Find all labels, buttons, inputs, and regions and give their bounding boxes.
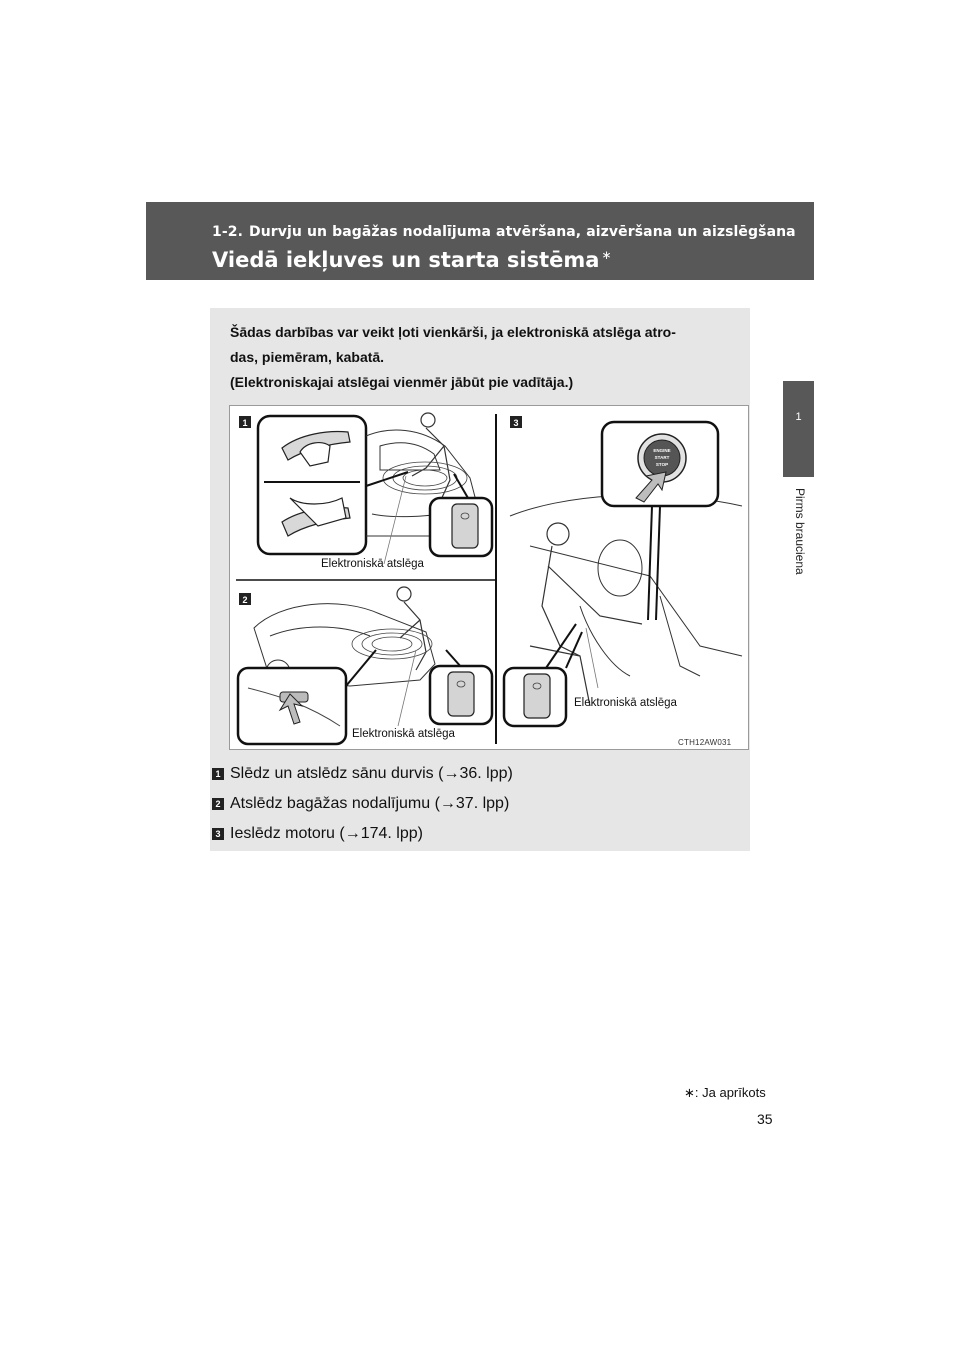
chapter-number: 1: [795, 411, 802, 423]
intro-line-1: Šādas darbības var veikt ļoti vienkārši, ja elektroniskā atslēga atro-: [230, 324, 676, 340]
start-button-text-1: ENGINE: [653, 448, 671, 453]
item-text: Ieslēdz motoru (→174. lpp): [230, 825, 423, 842]
intro-line-3: (Elektroniskajai atslēgai vienmēr jābūt pie vadītāja.): [230, 374, 574, 390]
person-1-drawing: [412, 413, 450, 502]
door-handle-inset: [258, 416, 366, 554]
footnote: ∗: Ja aprīkots: [684, 1085, 766, 1100]
key-leader-3: [586, 628, 598, 688]
item-marker: 3: [212, 828, 224, 840]
key-fob-inset-2: [430, 666, 492, 724]
page-title: [212, 248, 612, 272]
item-marker: 2: [212, 798, 224, 810]
item-text: Slēdz un atslēdz sānu durvis (→36. lpp): [230, 765, 513, 782]
signal-waves-2: [352, 629, 432, 659]
intro-line-2: das, piemēram, kabatā.: [230, 349, 385, 365]
illustration: [229, 405, 749, 750]
section-title: Durvju un bagāžas nodalījuma atvēršana, aizvēršana un aizslēgšana: [249, 224, 796, 240]
key-leader-2: [398, 650, 416, 726]
start-button-text-3: STOP: [655, 462, 669, 467]
list-item: [212, 819, 513, 849]
key-label-1: Elektroniskā atslēga: [321, 558, 424, 570]
section-number: 1-2.: [212, 224, 244, 240]
start-button-text-2: START: [654, 455, 670, 460]
signal-waves-1: [383, 462, 467, 494]
key-label-3: Elektroniskā atslēga: [574, 697, 677, 709]
figure-code: CTH12AW031: [678, 738, 732, 747]
key-fob-inset-1: [430, 498, 492, 556]
panel-marker-1: 1: [242, 418, 248, 428]
trunk-button-inset: [238, 668, 346, 744]
panel-marker-3: 3: [513, 418, 519, 428]
intro-text: [230, 320, 730, 395]
start-button-inset: [602, 422, 718, 506]
panel-marker-2: 2: [242, 595, 248, 605]
section-heading: [212, 224, 796, 240]
title-asterisk: ∗: [601, 248, 612, 262]
key-label-2: Elektroniskā atslēga: [352, 728, 455, 740]
list-item: [212, 759, 513, 789]
chapter-label: Pirms brauciena: [793, 488, 807, 575]
chapter-tab: [783, 381, 814, 477]
page-title-text: Viedā iekļuves un starta sistēma: [212, 248, 600, 272]
item-marker: 1: [212, 768, 224, 780]
list-item: [212, 789, 513, 819]
page-number: 35: [757, 1111, 773, 1127]
key-fob-inset-3: [504, 668, 566, 726]
item-text: Atslēdz bagāžas nodalījumu (→37. lpp): [230, 795, 510, 812]
function-list: [212, 759, 513, 849]
